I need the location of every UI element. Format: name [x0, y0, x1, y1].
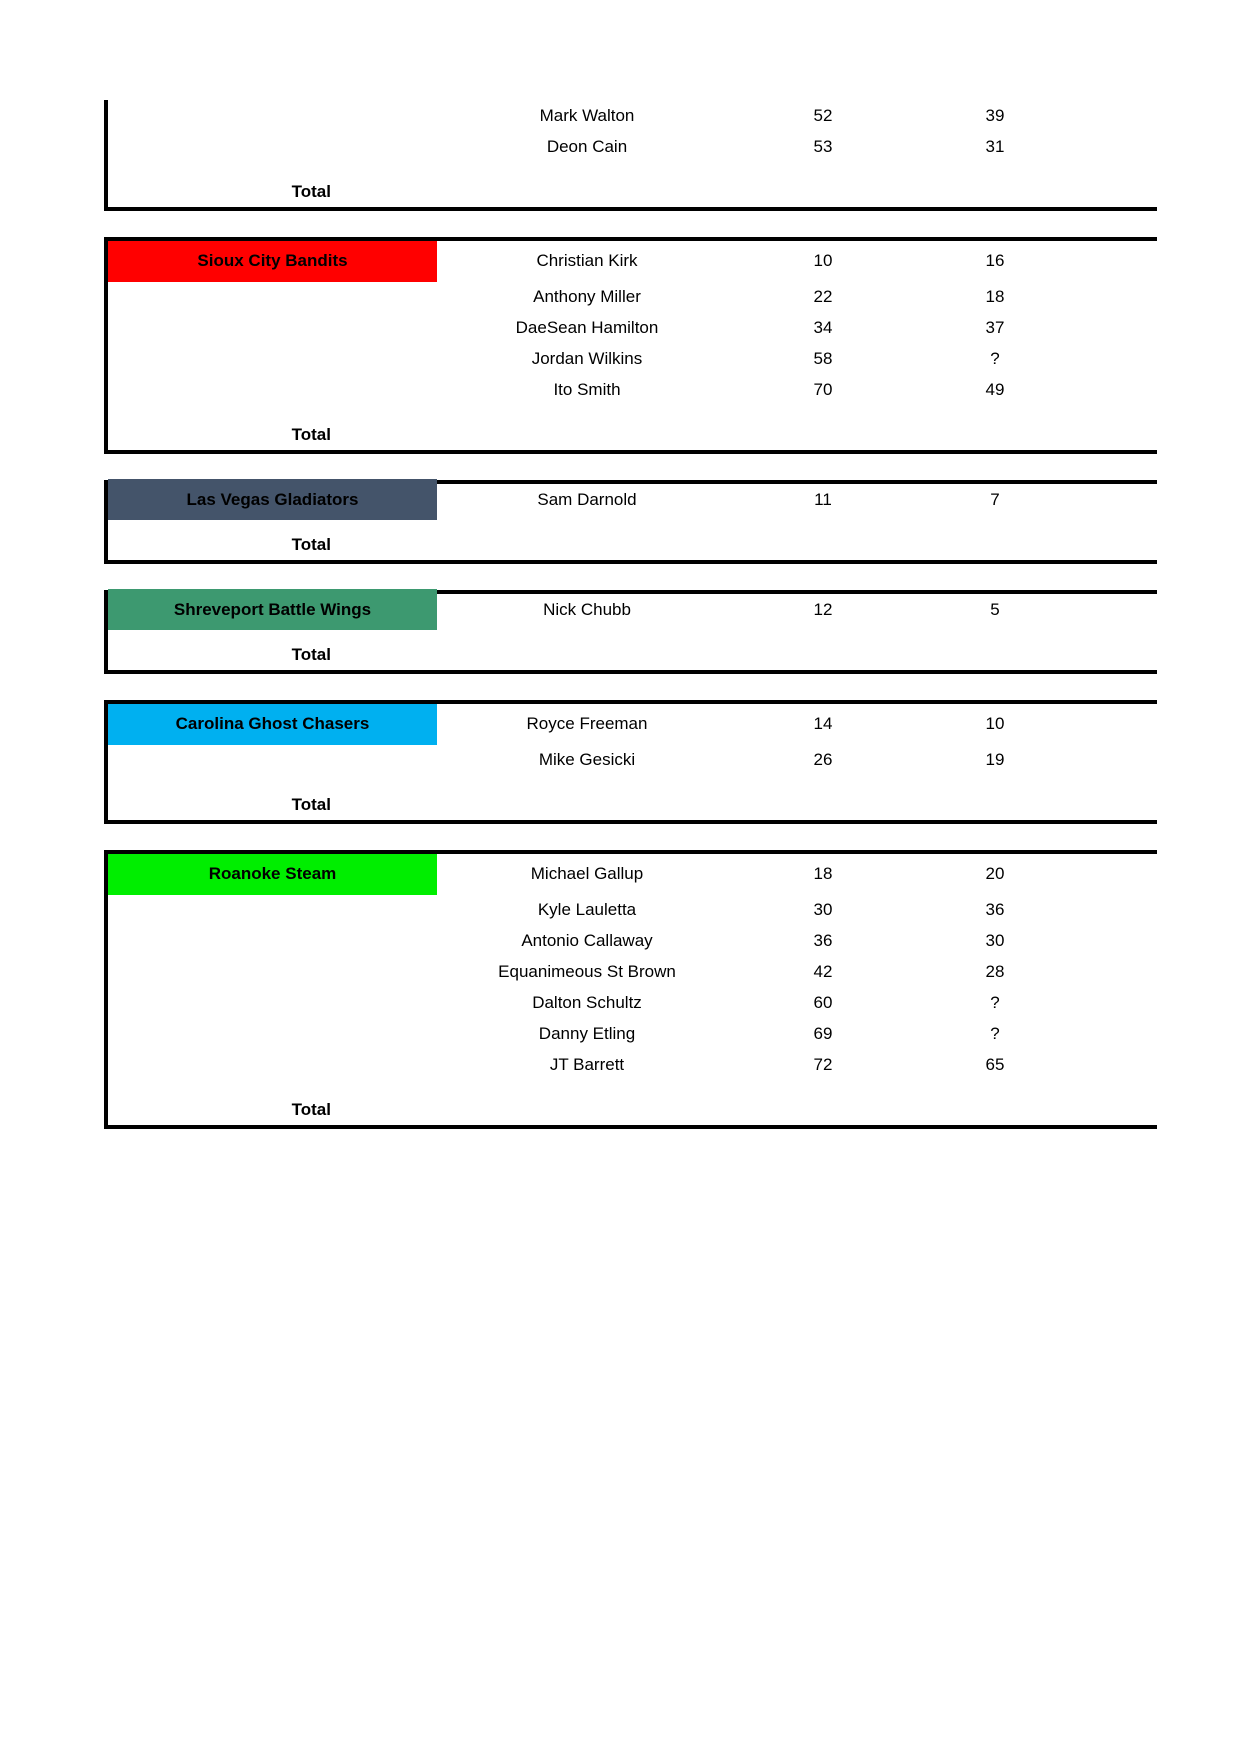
player-name: Ito Smith — [553, 379, 621, 399]
team-block-body — [104, 100, 1157, 211]
pick-number: 42 — [813, 961, 833, 981]
table-row — [108, 241, 1157, 281]
table-row — [108, 1018, 1157, 1049]
table-row — [108, 956, 1157, 987]
row-spacer — [108, 162, 1157, 176]
team-cell-empty — [108, 1018, 437, 1049]
total-row — [108, 529, 1157, 560]
player-rows — [108, 854, 1157, 1125]
player-name: Equanimeous St Brown — [498, 961, 676, 981]
player-name: Dalton Schultz — [532, 992, 642, 1012]
pick-number: 26 — [813, 749, 833, 769]
team-cell-empty — [108, 987, 437, 1018]
player-rows — [108, 484, 1157, 560]
draft-sheet — [104, 100, 1157, 1155]
team-block — [104, 850, 1157, 1129]
player-name: Sam Darnold — [537, 489, 637, 509]
rank-number: 49 — [985, 379, 1005, 399]
player-name: JT Barrett — [549, 1054, 625, 1074]
team-cell-empty — [108, 312, 437, 343]
rank-number: 19 — [985, 749, 1005, 769]
rank-number: 28 — [985, 961, 1005, 981]
team-block — [104, 590, 1157, 674]
team-cell-empty — [108, 281, 437, 312]
table-row — [108, 894, 1157, 925]
rank-number: 36 — [985, 899, 1005, 919]
pick-number: 30 — [813, 899, 833, 919]
team-block-body — [104, 850, 1157, 1129]
rank-number: 65 — [985, 1054, 1005, 1074]
rank-number: ? — [990, 1023, 1000, 1043]
player-name: Danny Etling — [538, 1023, 636, 1043]
pick-number: 52 — [813, 105, 833, 125]
player-name: DaeSean Hamilton — [515, 317, 659, 337]
pick-number: 14 — [813, 714, 833, 733]
team-cell-empty — [108, 100, 437, 131]
pick-number: 18 — [813, 864, 833, 883]
rank-number: 30 — [985, 930, 1005, 950]
rank-number: 16 — [985, 251, 1005, 270]
row-spacer — [108, 1080, 1157, 1094]
table-row — [108, 704, 1157, 744]
rank-number: 10 — [985, 714, 1005, 733]
team-cell-empty — [108, 1049, 437, 1080]
rank-number: 31 — [985, 136, 1005, 156]
rank-number: 7 — [990, 489, 1000, 509]
total-row — [108, 789, 1157, 820]
table-row — [108, 484, 1157, 515]
player-name: Michael Gallup — [530, 864, 644, 883]
team-block-body — [104, 237, 1157, 454]
team-cell-empty — [108, 131, 437, 162]
pick-number: 70 — [813, 379, 833, 399]
table-row — [108, 1049, 1157, 1080]
rank-number: 5 — [990, 599, 1000, 619]
rank-number: 18 — [985, 286, 1005, 306]
pick-number: 11 — [814, 489, 832, 509]
player-name: Kyle Lauletta — [537, 899, 637, 919]
table-row — [108, 281, 1157, 312]
team-cell-empty — [108, 925, 437, 956]
player-name: Mike Gesicki — [538, 749, 636, 769]
total-row — [108, 1094, 1157, 1125]
team-name-banner: Roanoke Steam — [108, 854, 437, 895]
team-block — [104, 237, 1157, 454]
team-name-banner: Carolina Ghost Chasers — [108, 704, 437, 745]
player-rows — [108, 241, 1157, 450]
team-cell-empty — [108, 894, 437, 925]
player-name: Anthony Miller — [533, 286, 641, 306]
player-rows — [108, 594, 1157, 670]
player-name: Christian Kirk — [536, 251, 638, 270]
team-block — [104, 100, 1157, 211]
team-block — [104, 480, 1157, 564]
row-spacer — [108, 775, 1157, 789]
player-rows — [108, 704, 1157, 820]
rank-number: 20 — [985, 864, 1005, 883]
player-name: Jordan Wilkins — [531, 348, 643, 368]
table-row — [108, 343, 1157, 374]
row-spacer — [108, 405, 1157, 419]
table-row — [108, 312, 1157, 343]
table-row — [108, 374, 1157, 405]
team-block-body — [104, 700, 1157, 824]
team-block-body — [104, 590, 1157, 674]
team-block — [104, 700, 1157, 824]
pick-number: 22 — [813, 286, 833, 306]
rank-number: 37 — [985, 317, 1005, 337]
player-rows — [108, 100, 1157, 207]
table-row — [108, 744, 1157, 775]
rank-number: ? — [990, 992, 1000, 1012]
total-row — [108, 176, 1157, 207]
pick-number: 60 — [813, 992, 833, 1012]
table-row — [108, 854, 1157, 894]
table-row — [108, 925, 1157, 956]
total-label: Total — [291, 424, 331, 444]
team-cell-empty — [108, 374, 437, 405]
team-cell-empty — [108, 956, 437, 987]
pick-number: 72 — [813, 1054, 833, 1074]
total-label: Total — [291, 794, 331, 814]
pick-number: 58 — [813, 348, 833, 368]
table-row — [108, 594, 1157, 625]
pick-number: 53 — [813, 136, 833, 156]
player-name: Mark Walton — [539, 105, 635, 125]
team-name-banner: Shreveport Battle Wings — [108, 589, 437, 630]
team-block-body — [104, 480, 1157, 564]
pick-number: 34 — [813, 317, 833, 337]
table-row — [108, 987, 1157, 1018]
player-name: Antonio Callaway — [521, 930, 653, 950]
table-row — [108, 100, 1157, 131]
pick-number: 36 — [813, 930, 833, 950]
pick-number: 10 — [813, 251, 833, 270]
table-row — [108, 131, 1157, 162]
pick-number: 12 — [813, 599, 833, 619]
total-label: Total — [291, 181, 331, 201]
total-label: Total — [291, 534, 331, 554]
total-label: Total — [291, 644, 331, 664]
team-name-banner: Sioux City Bandits — [108, 241, 437, 282]
player-name: Royce Freeman — [526, 714, 648, 733]
team-cell-empty — [108, 744, 437, 775]
team-name-banner: Las Vegas Gladiators — [108, 479, 437, 520]
player-name: Deon Cain — [546, 136, 628, 156]
total-row — [108, 419, 1157, 450]
total-row — [108, 639, 1157, 670]
rank-number: ? — [990, 348, 1000, 368]
pick-number: 69 — [813, 1023, 833, 1043]
rank-number: 39 — [985, 105, 1005, 125]
total-label: Total — [291, 1099, 331, 1119]
team-cell-empty — [108, 343, 437, 374]
player-name: Nick Chubb — [543, 599, 631, 619]
